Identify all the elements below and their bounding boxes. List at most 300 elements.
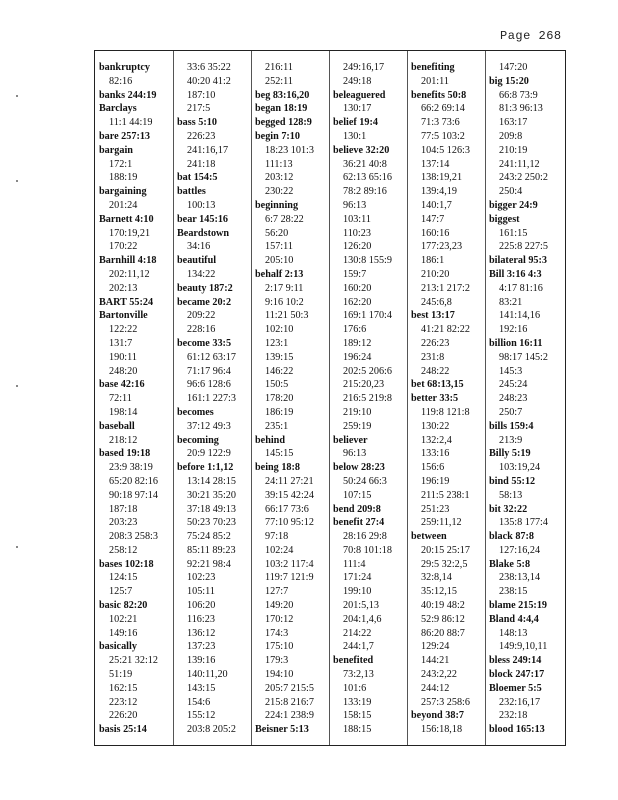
index-headword: bind 55:12 bbox=[489, 475, 536, 487]
index-reference: 169:1 170:4 bbox=[343, 310, 392, 322]
index-reference: 148:13 bbox=[499, 627, 528, 639]
index-headword: began 18:19 bbox=[255, 103, 308, 115]
index-headword: bilateral 95:3 bbox=[489, 255, 548, 267]
index-headword: beginning bbox=[255, 199, 299, 211]
index-reference: 83:21 bbox=[499, 296, 523, 308]
index-reference: 201:24 bbox=[109, 199, 138, 211]
index-reference: 111:13 bbox=[265, 158, 293, 170]
index-reference: 213:9 bbox=[499, 434, 523, 446]
index-reference: 102:21 bbox=[109, 613, 138, 625]
index-reference: 172:1 bbox=[109, 158, 133, 170]
index-reference: 155:12 bbox=[187, 710, 216, 722]
index-headword: big 15:20 bbox=[489, 75, 529, 87]
index-reference: 194:10 bbox=[265, 669, 294, 681]
index-reference: 196:24 bbox=[343, 351, 372, 363]
index-reference: 73:2,13 bbox=[343, 669, 374, 681]
index-reference: 210:20 bbox=[421, 268, 450, 280]
index-reference: 50:23 70:23 bbox=[187, 517, 236, 529]
index-reference: 62:13 65:16 bbox=[343, 172, 392, 184]
index-reference: 85:11 89:23 bbox=[187, 544, 236, 556]
index-column-6 bbox=[489, 61, 568, 737]
index-headword: bills 159:4 bbox=[489, 420, 534, 432]
index-headword: beleaguered bbox=[333, 89, 386, 101]
index-reference: 119:8 121:8 bbox=[421, 406, 470, 418]
index-headword: Bartonville bbox=[99, 310, 148, 322]
index-reference: 136:12 bbox=[187, 627, 216, 639]
index-reference: 186:19 bbox=[265, 406, 294, 418]
index-headword: became 20:2 bbox=[177, 296, 232, 308]
index-reference: 32:8,14 bbox=[421, 572, 452, 584]
index-reference: 238:15 bbox=[499, 586, 528, 598]
index-reference: 143:15 bbox=[187, 682, 216, 694]
index-reference: 225:8 227:5 bbox=[499, 241, 548, 253]
index-reference: 187:10 bbox=[187, 89, 216, 101]
index-reference: 97:18 bbox=[265, 531, 289, 543]
index-reference: 149:16 bbox=[109, 627, 138, 639]
index-reference: 243:2 250:2 bbox=[499, 172, 548, 184]
index-reference: 224:1 238:9 bbox=[265, 710, 314, 722]
index-reference: 102:24 bbox=[265, 544, 294, 556]
index-reference: 162:15 bbox=[109, 682, 138, 694]
index-reference: 196:19 bbox=[421, 475, 450, 487]
index-reference: 130:22 bbox=[421, 420, 450, 432]
index-headword: biggest bbox=[489, 213, 520, 225]
index-reference: 176:6 bbox=[343, 324, 367, 336]
index-reference: 106:20 bbox=[187, 600, 216, 612]
index-reference: 217:5 bbox=[187, 103, 211, 115]
index-reference: 203:8 205:2 bbox=[187, 724, 236, 736]
index-reference: 34:16 bbox=[187, 241, 211, 253]
index-reference: 96:6 128:6 bbox=[187, 379, 231, 391]
index-headword: bear 145:16 bbox=[177, 213, 229, 225]
index-reference: 245:6,8 bbox=[421, 296, 452, 308]
index-reference: 202:13 bbox=[109, 282, 138, 294]
index-reference: 205:10 bbox=[265, 255, 294, 267]
index-headword: becomes bbox=[177, 406, 214, 418]
index-reference: 124:15 bbox=[109, 572, 138, 584]
index-reference: 248:20 bbox=[109, 365, 138, 377]
index-reference: 119:7 121:9 bbox=[265, 572, 314, 584]
index-reference: 162:20 bbox=[343, 296, 372, 308]
index-reference: 140:11,20 bbox=[187, 669, 228, 681]
index-reference: 232:18 bbox=[499, 710, 528, 722]
index-reference: 241:16,17 bbox=[187, 144, 229, 156]
index-reference: 133:19 bbox=[343, 696, 372, 708]
index-reference: 170:19,21 bbox=[109, 227, 151, 239]
index-headword: Beardstown bbox=[177, 227, 230, 239]
index-headword: billion 16:11 bbox=[489, 337, 543, 349]
index-headword: behind bbox=[255, 434, 286, 446]
index-headword: beyond 38:7 bbox=[411, 710, 464, 722]
index-column-3 bbox=[255, 61, 334, 737]
index-reference: 122:22 bbox=[109, 324, 138, 336]
index-headword: blame 215:19 bbox=[489, 600, 548, 612]
index-headword: bargaining bbox=[99, 186, 147, 198]
index-reference: 2:17 9:11 bbox=[265, 282, 304, 294]
index-reference: 158:15 bbox=[343, 710, 372, 722]
index-headword: become 33:5 bbox=[177, 337, 232, 349]
index-reference: 103:19,24 bbox=[499, 462, 541, 474]
index-reference: 103:2 117:4 bbox=[265, 558, 314, 570]
index-reference: 40:19 48:2 bbox=[421, 600, 465, 612]
index-headword: blood 165:13 bbox=[489, 724, 545, 736]
index-reference: 133:16 bbox=[421, 448, 450, 460]
index-reference: 139:15 bbox=[265, 351, 294, 363]
index-headword: Bland 4:4,4 bbox=[489, 613, 539, 625]
index-reference: 18:23 101:3 bbox=[265, 144, 314, 156]
margin-mark bbox=[16, 546, 18, 548]
index-reference: 161:1 227:3 bbox=[187, 393, 236, 405]
index-reference: 248:22 bbox=[421, 365, 450, 377]
index-reference: 130:8 155:9 bbox=[343, 255, 392, 267]
index-headword: bet 68:13,15 bbox=[411, 379, 464, 391]
index-reference: 98:17 145:2 bbox=[499, 351, 548, 363]
index-reference: 65:20 82:16 bbox=[109, 475, 158, 487]
index-reference: 209:8 bbox=[499, 130, 523, 142]
index-reference: 223:12 bbox=[109, 696, 138, 708]
index-reference: 219:10 bbox=[343, 406, 372, 418]
index-reference: 127:16,24 bbox=[499, 544, 541, 556]
index-reference: 33:6 35:22 bbox=[187, 62, 231, 73]
index-reference: 102:23 bbox=[187, 572, 216, 584]
index-reference: 137:23 bbox=[187, 641, 216, 653]
index-reference: 201:11 bbox=[421, 75, 449, 87]
index-reference: 102:10 bbox=[265, 324, 294, 336]
index-reference: 204:1,4,6 bbox=[343, 613, 382, 625]
index-reference: 156:18,18 bbox=[421, 724, 463, 736]
index-headword: beg 83:16,20 bbox=[255, 89, 310, 101]
index-reference: 9:16 10:2 bbox=[265, 296, 304, 308]
index-reference: 110:23 bbox=[343, 227, 371, 239]
index-reference: 159:7 bbox=[343, 268, 367, 280]
index-reference: 145:15 bbox=[265, 448, 294, 460]
index-reference: 208:3 258:3 bbox=[109, 531, 158, 543]
index-reference: 37:12 49:3 bbox=[187, 420, 231, 432]
index-reference: 226:23 bbox=[187, 130, 216, 142]
index-headword: block 247:17 bbox=[489, 669, 545, 681]
index-headword: Bloemer 5:5 bbox=[489, 682, 542, 694]
index-reference: 238:13,14 bbox=[499, 572, 541, 584]
index-headword: bigger 24:9 bbox=[489, 199, 538, 211]
index-reference: 30:21 35:20 bbox=[187, 489, 236, 501]
index-reference: 58:13 bbox=[499, 489, 523, 501]
index-reference: 50:24 66:3 bbox=[343, 475, 387, 487]
index-headword: bless 249:14 bbox=[489, 655, 542, 667]
index-reference: 178:20 bbox=[265, 393, 294, 405]
index-reference: 171:24 bbox=[343, 572, 372, 584]
index-reference: 139:4,19 bbox=[421, 186, 457, 198]
index-reference: 250:7 bbox=[499, 406, 523, 418]
index-reference: 187:18 bbox=[109, 503, 138, 515]
index-headword: bass 5:10 bbox=[177, 117, 217, 129]
index-reference: 205:7 215:5 bbox=[265, 682, 314, 694]
index-reference: 243:2,22 bbox=[421, 669, 457, 681]
index-headword: better 33:5 bbox=[411, 393, 459, 405]
index-reference: 96:13 bbox=[343, 448, 367, 460]
index-reference: 41:21 82:22 bbox=[421, 324, 470, 336]
index-reference: 213:1 217:2 bbox=[421, 282, 470, 294]
index-reference: 228:16 bbox=[187, 324, 216, 336]
index-reference: 156:6 bbox=[421, 462, 445, 474]
index-headword: beautiful bbox=[177, 255, 217, 267]
index-reference: 188:19 bbox=[109, 172, 138, 184]
index-reference: 145:3 bbox=[499, 365, 523, 377]
index-reference: 111:4 bbox=[343, 558, 366, 570]
index-headword: Bill 3:16 4:3 bbox=[489, 268, 542, 280]
index-reference: 75:24 85:2 bbox=[187, 531, 231, 543]
index-reference: 24:11 27:21 bbox=[265, 475, 314, 487]
index-reference: 209:22 bbox=[187, 310, 216, 322]
index-headword: basically bbox=[99, 641, 137, 653]
page-number: Page 268 bbox=[500, 29, 562, 43]
index-reference: 144:21 bbox=[421, 655, 450, 667]
index-headword: bare 257:13 bbox=[99, 130, 151, 142]
index-reference: 130:17 bbox=[343, 103, 372, 115]
index-reference: 211:5 238:1 bbox=[421, 489, 470, 501]
index-reference: 175:10 bbox=[265, 641, 294, 653]
index-reference: 258:12 bbox=[109, 544, 138, 556]
index-headword: battles bbox=[177, 186, 206, 198]
index-reference: 125:7 bbox=[109, 586, 133, 598]
index-reference: 215:20,23 bbox=[343, 379, 385, 391]
index-reference: 188:15 bbox=[343, 724, 372, 736]
index-reference: 13:14 28:15 bbox=[187, 475, 236, 487]
index-reference: 235:1 bbox=[265, 420, 289, 432]
index-reference: 249:16,17 bbox=[343, 62, 385, 73]
index-reference: 160:16 bbox=[421, 227, 450, 239]
index-reference: 126:20 bbox=[343, 241, 372, 253]
index-reference: 52:9 86:12 bbox=[421, 613, 465, 625]
index-reference: 103:11 bbox=[343, 213, 371, 225]
index-reference: 147:20 bbox=[499, 62, 528, 73]
index-reference: 249:18 bbox=[343, 75, 372, 87]
index-reference: 77:5 103:2 bbox=[421, 130, 465, 142]
index-headword: before 1:1,12 bbox=[177, 462, 234, 474]
index-headword: benefits 50:8 bbox=[411, 89, 467, 101]
index-reference: 147:7 bbox=[421, 213, 445, 225]
index-reference: 141:14,16 bbox=[499, 310, 541, 322]
index-reference: 23:9 38:19 bbox=[109, 462, 153, 474]
index-reference: 39:15 42:24 bbox=[265, 489, 314, 501]
index-reference: 241:18 bbox=[187, 158, 216, 170]
index-reference: 232:16,17 bbox=[499, 696, 541, 708]
index-reference: 198:14 bbox=[109, 406, 138, 418]
index-reference: 244:1,7 bbox=[343, 641, 374, 653]
index-reference: 107:15 bbox=[343, 489, 372, 501]
index-reference: 259:19 bbox=[343, 420, 372, 432]
index-reference: 78:2 89:16 bbox=[343, 186, 387, 198]
index-reference: 244:12 bbox=[421, 682, 450, 694]
index-reference: 101:6 bbox=[343, 682, 367, 694]
index-headword: bankruptcy bbox=[99, 62, 150, 73]
index-reference: 150:5 bbox=[265, 379, 289, 391]
index-reference: 25:21 32:12 bbox=[109, 655, 158, 667]
index-headword: below 28:23 bbox=[333, 462, 385, 474]
index-reference: 70:8 101:18 bbox=[343, 544, 392, 556]
index-reference: 129:24 bbox=[421, 641, 450, 653]
index-reference: 130:1 bbox=[343, 130, 367, 142]
index-reference: 82:16 bbox=[109, 75, 133, 87]
index-headword: Barnhill 4:18 bbox=[99, 255, 157, 267]
index-reference: 20:9 122:9 bbox=[187, 448, 231, 460]
index-reference: 71:17 96:4 bbox=[187, 365, 231, 377]
index-reference: 90:18 97:14 bbox=[109, 489, 158, 501]
index-reference: 11:21 50:3 bbox=[265, 310, 309, 322]
index-reference: 259:11,12 bbox=[421, 517, 462, 529]
index-reference: 146:22 bbox=[265, 365, 294, 377]
index-headword: bases 102:18 bbox=[99, 558, 154, 570]
index-reference: 56:20 bbox=[265, 227, 289, 239]
index-reference: 154:6 bbox=[187, 696, 211, 708]
index-reference: 252:11 bbox=[265, 75, 293, 87]
index-reference: 131:7 bbox=[109, 337, 133, 349]
index-reference: 226:20 bbox=[109, 710, 138, 722]
index-reference: 174:3 bbox=[265, 627, 289, 639]
index-reference: 192:16 bbox=[499, 324, 528, 336]
index-reference: 251:23 bbox=[421, 503, 450, 515]
margin-mark bbox=[16, 385, 18, 387]
index-reference: 66:8 73:9 bbox=[499, 89, 538, 101]
index-reference: 139:16 bbox=[187, 655, 216, 667]
index-headword: BART 55:24 bbox=[99, 296, 154, 308]
index-reference: 218:12 bbox=[109, 434, 138, 446]
index-headword: baseball bbox=[99, 420, 135, 432]
index-headword: between bbox=[411, 531, 447, 543]
index-reference: 149:20 bbox=[265, 600, 294, 612]
margin-mark bbox=[16, 95, 18, 97]
index-reference: 28:16 29:8 bbox=[343, 531, 387, 543]
index-reference: 71:3 73:6 bbox=[421, 117, 460, 129]
index-reference: 231:8 bbox=[421, 351, 445, 363]
index-headword: bend 209:8 bbox=[333, 503, 381, 515]
index-reference: 216:11 bbox=[265, 62, 293, 73]
index-reference: 245:24 bbox=[499, 379, 528, 391]
index-headword: based 19:18 bbox=[99, 448, 151, 460]
index-reference: 257:3 258:6 bbox=[421, 696, 470, 708]
index-reference: 250:4 bbox=[499, 186, 523, 198]
index-reference: 51:19 bbox=[109, 669, 133, 681]
index-headword: belief 19:4 bbox=[333, 117, 378, 129]
index-reference: 241:11,12 bbox=[499, 158, 540, 170]
index-headword: begged 128:9 bbox=[255, 117, 312, 129]
index-reference: 248:23 bbox=[499, 393, 528, 405]
index-headword: Barclays bbox=[99, 103, 137, 115]
margin-mark bbox=[16, 180, 18, 182]
index-headword: banks 244:19 bbox=[99, 89, 157, 101]
index-headword: Beisner 5:13 bbox=[255, 724, 309, 736]
index-reference: 170:12 bbox=[265, 613, 294, 625]
index-reference: 203:12 bbox=[265, 172, 294, 184]
index-headword: best 13:17 bbox=[411, 310, 455, 322]
index-headword: base 42:16 bbox=[99, 379, 145, 391]
index-reference: 86:20 88:7 bbox=[421, 627, 465, 639]
index-reference: 199:10 bbox=[343, 586, 372, 598]
index-reference: 201:5,13 bbox=[343, 600, 379, 612]
index-reference: 105:11 bbox=[187, 586, 215, 598]
index-headword: behalf 2:13 bbox=[255, 268, 304, 280]
index-reference: 132:2,4 bbox=[421, 434, 452, 446]
index-reference: 149:9,10,11 bbox=[499, 641, 548, 653]
index-reference: 214:22 bbox=[343, 627, 372, 639]
index-headword: begin 7:10 bbox=[255, 130, 300, 142]
index-reference: 138:19,21 bbox=[421, 172, 463, 184]
index-reference: 81:3 96:13 bbox=[499, 103, 543, 115]
index-reference: 104:5 126:3 bbox=[421, 144, 470, 156]
index-headword: benefiting bbox=[411, 62, 455, 73]
index-reference: 96:13 bbox=[343, 199, 367, 211]
index-headword: believer bbox=[333, 434, 368, 446]
index-reference: 189:12 bbox=[343, 337, 372, 349]
index-reference: 163:17 bbox=[499, 117, 528, 129]
index-reference: 127:7 bbox=[265, 586, 289, 598]
index-headword: becoming bbox=[177, 434, 219, 446]
index-reference: 116:23 bbox=[187, 613, 215, 625]
index-reference: 20:15 25:17 bbox=[421, 544, 470, 556]
index-column-4 bbox=[333, 61, 412, 737]
index-reference: 37:18 49:13 bbox=[187, 503, 236, 515]
index-reference: 161:15 bbox=[499, 227, 528, 239]
index-reference: 226:23 bbox=[421, 337, 450, 349]
index-reference: 135:8 177:4 bbox=[499, 517, 548, 529]
index-reference: 186:1 bbox=[421, 255, 445, 267]
index-headword: black 87:8 bbox=[489, 531, 534, 543]
index-headword: Billy 5:19 bbox=[489, 448, 531, 460]
index-reference: 11:1 44:19 bbox=[109, 117, 153, 129]
index-headword: benefit 27:4 bbox=[333, 517, 385, 529]
index-reference: 160:20 bbox=[343, 282, 372, 294]
index-column-2 bbox=[177, 61, 256, 737]
index-reference: 123:1 bbox=[265, 337, 289, 349]
index-reference: 72:11 bbox=[109, 393, 132, 405]
index-headword: Barnett 4:10 bbox=[99, 213, 154, 225]
index-reference: 157:11 bbox=[265, 241, 293, 253]
index-reference: 4:17 81:16 bbox=[499, 282, 543, 294]
index-column-5 bbox=[411, 61, 490, 737]
index-headword: being 18:8 bbox=[255, 462, 300, 474]
index-reference: 6:7 28:22 bbox=[265, 213, 304, 225]
index-headword: bargain bbox=[99, 144, 133, 156]
index-reference: 230:22 bbox=[265, 186, 294, 198]
index-reference: 190:11 bbox=[109, 351, 137, 363]
index-headword: benefited bbox=[333, 655, 374, 667]
index-reference: 210:19 bbox=[499, 144, 528, 156]
index-headword: basis 25:14 bbox=[99, 724, 147, 736]
index-reference: 202:11,12 bbox=[109, 268, 150, 280]
index-reference: 35:12,15 bbox=[421, 586, 457, 598]
index-reference: 137:14 bbox=[421, 158, 450, 170]
index-reference: 140:1,7 bbox=[421, 199, 452, 211]
index-headword: beauty 187:2 bbox=[177, 282, 233, 294]
index-reference: 66:2 69:14 bbox=[421, 103, 465, 115]
index-headword: Blake 5:8 bbox=[489, 558, 531, 570]
index-reference: 215:8 216:7 bbox=[265, 696, 314, 708]
index-reference: 216:5 219:8 bbox=[343, 393, 392, 405]
index-headword: believe 32:20 bbox=[333, 144, 390, 156]
index-reference: 179:3 bbox=[265, 655, 289, 667]
index-headword: bit 32:22 bbox=[489, 503, 528, 515]
index-headword: basic 82:20 bbox=[99, 600, 148, 612]
index-headword: bat 154:5 bbox=[177, 172, 218, 184]
index-reference: 100:13 bbox=[187, 199, 216, 211]
index-reference: 177:23,23 bbox=[421, 241, 463, 253]
word-index-table bbox=[94, 50, 566, 746]
index-reference: 77:10 95:12 bbox=[265, 517, 314, 529]
index-reference: 66:17 73:6 bbox=[265, 503, 309, 515]
index-column-1 bbox=[99, 61, 178, 737]
index-reference: 203:23 bbox=[109, 517, 138, 529]
index-reference: 134:22 bbox=[187, 268, 216, 280]
index-reference: 29:5 32:2,5 bbox=[421, 558, 468, 570]
